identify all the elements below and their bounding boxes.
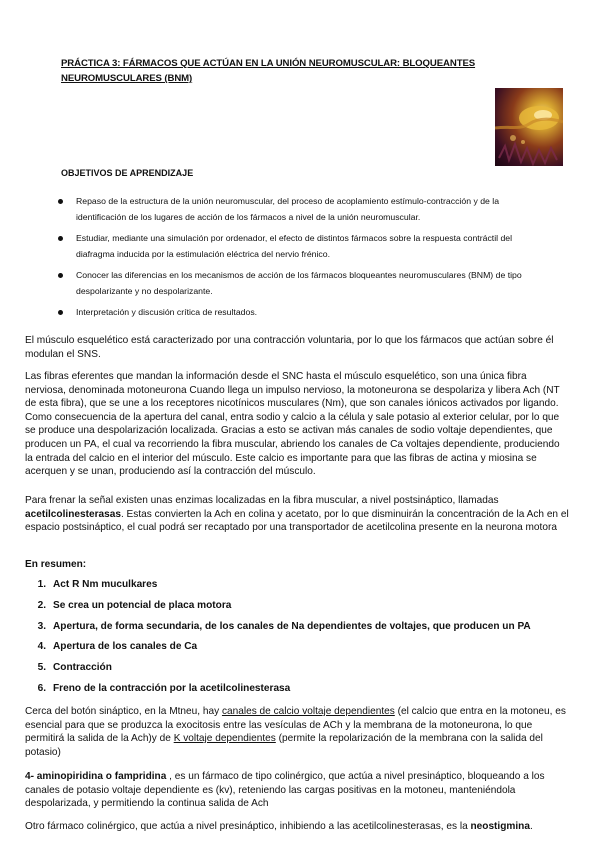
paragraph-channels: Cerca del botón sináptico, en la Mtneu, hay canales de calcio voltaje dependientes (el calcio que entra en la motoneu, es esencial para que se produzca la exocitosis entre las vesículas de ACh y la membrana de la motoneurona, lo que permitirá la salida de la Ach)y de K voltaje dependientes (permite la repolarización de la membrana con la salida del potasio) bbox=[25, 706, 566, 758]
bullet-icon bbox=[58, 236, 63, 241]
list-item: 1. Act R Nm muculkares bbox=[37, 579, 158, 590]
list-item: 4. Apertura de los canales de Ca bbox=[37, 641, 198, 653]
objectives-list bbox=[54, 193, 534, 325]
paragraph-intro: El músculo esquelético está caracterizado por una contracción voluntaria, por lo que los fármacos que actúan sobre él modulan el SNS. bbox=[25, 335, 554, 360]
list-item: Estudiar, mediante una simulación por ordenador, el efecto de distintos fármacos sobre la respuesta contráctil del diafragma inducida por la estimulación eléctrica del nervio frénico. bbox=[54, 230, 534, 262]
list-item: Conocer las diferencias en los mecanismos de acción de los fármacos bloqueantes neuromusculares (BNM) de tipo despolarizante y no despolarizante. bbox=[54, 267, 534, 299]
paragraph-neostigmine: Otro fármaco colinérgico, que actúa a nivel presináptico, inhibiendo a las acetilcolinesterasas, es la neostigmina. bbox=[25, 821, 533, 832]
list-item: 6. Freno de la contracción por la acetilcolinesterasa bbox=[37, 682, 291, 694]
bullet-icon bbox=[58, 273, 63, 278]
objectives-heading: OBJETIVOS DE APRENDIZAJE bbox=[61, 168, 194, 178]
summary-steps bbox=[25, 578, 565, 703]
paragraph-motoneuron: Las fibras eferentes que mandan la información desde el SNC hasta el músculo esquelético, son una única fibra nerviosa, denominada motoneurona Cuando llega un impulso nervioso, la motoneurona se despolariza y libera Ach (NT de esta fibra), que se une a los receptores nicotínicos musculares (Nm), que son canales iónicos activados por ligando. Como consecuencia de la apertura del canal, entra sodio y calcio a la célula y sale potasio al exterior celular, por lo que se produce una despolarización localizada. Gracias a esto se activan más canales de sodio voltaje dependientes, que producen un PA, el cual va recorriendo la fibra muscular, abriendo los canales de Ca voltajes dependiente, produciendo la entrada del calcio en el interior del músculo. Este calcio es importante para que las fibras de actina y miosina se acerquen y se unan, produciendo así la contracción del músculo. bbox=[25, 371, 560, 478]
list-item: Repaso de la estructura de la unión neuromuscular, del proceso de acoplamiento estímulo-contracción y de la identificación de los lugares de acción de los fármacos a nivel de la unión neuromuscular. bbox=[54, 193, 534, 225]
list-item: Interpretación y discusión crítica de resultados. bbox=[54, 304, 534, 320]
paragraph-acetylcholinesterase: Para frenar la señal existen unas enzimas localizadas en la fibra muscular, a nivel postsináptico, llamadas acetilcolinesterasas. Estas convierten la Ach en colina y acetato, por lo que disminuirán la concentración de la Ach en el espacio postsináptico, el cual podrá ser recaptado por una transportador de acetilcolina presente en la neurona motora bbox=[25, 495, 569, 534]
summary-heading: En resumen: bbox=[25, 559, 87, 570]
paragraph-aminopyridine: 4- aminopiridina o fampridina , es un fármaco de tipo colinérgico, que actúa a nivel presináptico, bloqueando a los canales de potasio voltaje dependiente es (kv), reteniendo las cargas positivas en la motoneu, manteniéndola despolarizada, y permitiendo la continua salida de Ach bbox=[25, 771, 545, 810]
bullet-icon bbox=[58, 310, 63, 315]
bullet-icon bbox=[58, 199, 63, 204]
neuromuscular-junction-image bbox=[495, 88, 563, 166]
list-item: 2. Se crea un potencial de placa motora bbox=[37, 599, 232, 611]
list-item: 3. Apertura, de forma secundaria, de los canales de Na dependientes de voltajes, que producen un PA bbox=[37, 620, 531, 632]
page-title: PRÁCTICA 3: FÁRMACOS QUE ACTÚAN EN LA UNIÓN NEUROMUSCULAR: BLOQUEANTES NEUROMUSCULARES (BNM) bbox=[61, 58, 476, 84]
list-item: 5. Contracción bbox=[37, 662, 112, 674]
